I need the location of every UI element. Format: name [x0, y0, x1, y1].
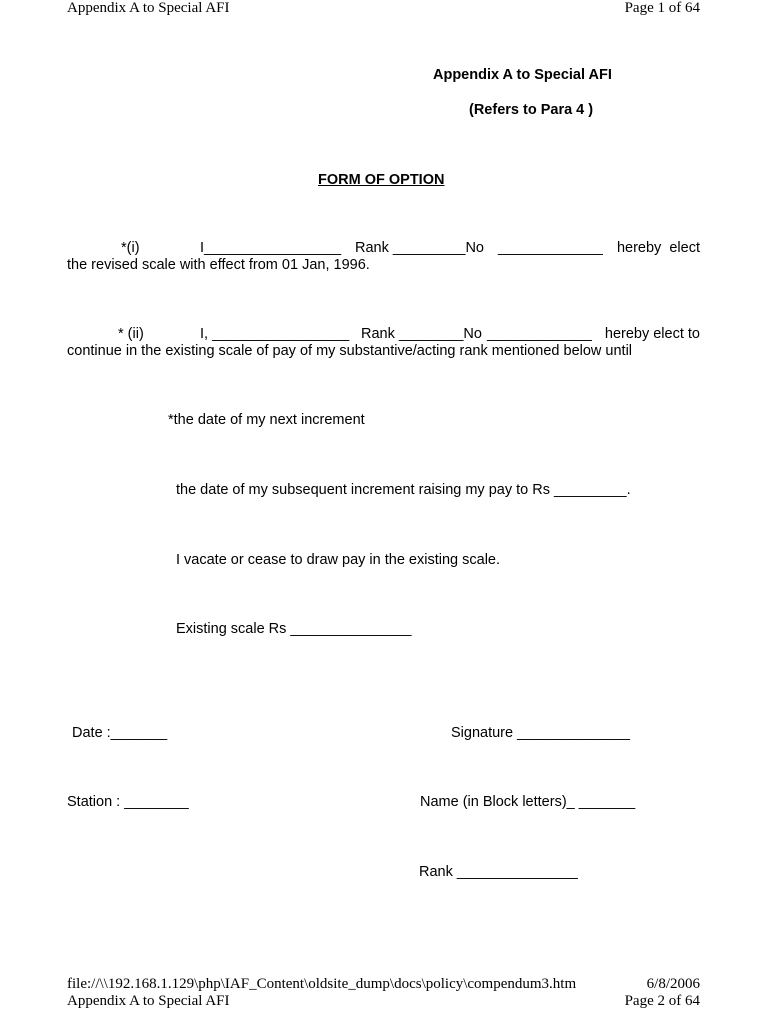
existing-scale-item: Existing scale Rs _______________	[176, 621, 412, 637]
date-field: Date :_______	[72, 725, 168, 741]
option-i-number-blank: _____________	[498, 240, 603, 256]
print-footer-date: 6/8/2006	[646, 976, 700, 992]
rank-field: Rank _______________	[419, 864, 578, 880]
subsequent-increment-item: the date of my subsequent increment raising my pay to Rs _________.	[176, 482, 631, 498]
option-ii-name-blank: I, _________________	[200, 326, 350, 342]
signature-field: Signature ______________	[451, 725, 630, 741]
print-header-left: Appendix A to Special AFI	[67, 0, 230, 16]
option-i-line2: the revised scale with effect from 01 Jan, 1996.	[67, 257, 370, 273]
next-page-header-left: Appendix A to Special AFI	[67, 993, 230, 1009]
option-ii-line2: continue in the existing scale of pay of my substantive/acting rank mentioned below until	[67, 343, 633, 359]
vacate-item: I vacate or cease to draw pay in the existing scale.	[176, 552, 501, 568]
refers-to-para: (Refers to Para 4 )	[469, 102, 594, 118]
name-block-letters-field: Name (in Block letters)_ _______	[420, 794, 636, 810]
appendix-title: Appendix A to Special AFI	[433, 67, 612, 83]
option-i-rank-no: Rank _________No	[355, 240, 484, 256]
option-i-name-blank: I_________________	[200, 240, 342, 256]
option-ii-number-blank: _____________	[487, 326, 592, 342]
next-increment-item: *the date of my next increment	[168, 412, 365, 428]
print-header-page-number: Page 1 of 64	[624, 0, 700, 16]
option-ii-marker: * (ii)	[118, 326, 144, 342]
option-ii-rank-no: Rank ________No	[361, 326, 482, 342]
option-i-marker: *(i)	[121, 240, 140, 256]
option-ii-hereby-elect: hereby elect to	[604, 326, 700, 342]
form-title: FORM OF OPTION	[318, 172, 445, 188]
next-page-header-page-number: Page 2 of 64	[624, 993, 700, 1009]
print-footer-path: file://\\192.168.1.129\php\IAF_Content\oldsite_dump\docs\policy\compendum3.htm	[67, 976, 577, 992]
station-field: Station : ________	[67, 794, 189, 810]
option-i-hereby-elect: hereby elect	[616, 240, 700, 256]
